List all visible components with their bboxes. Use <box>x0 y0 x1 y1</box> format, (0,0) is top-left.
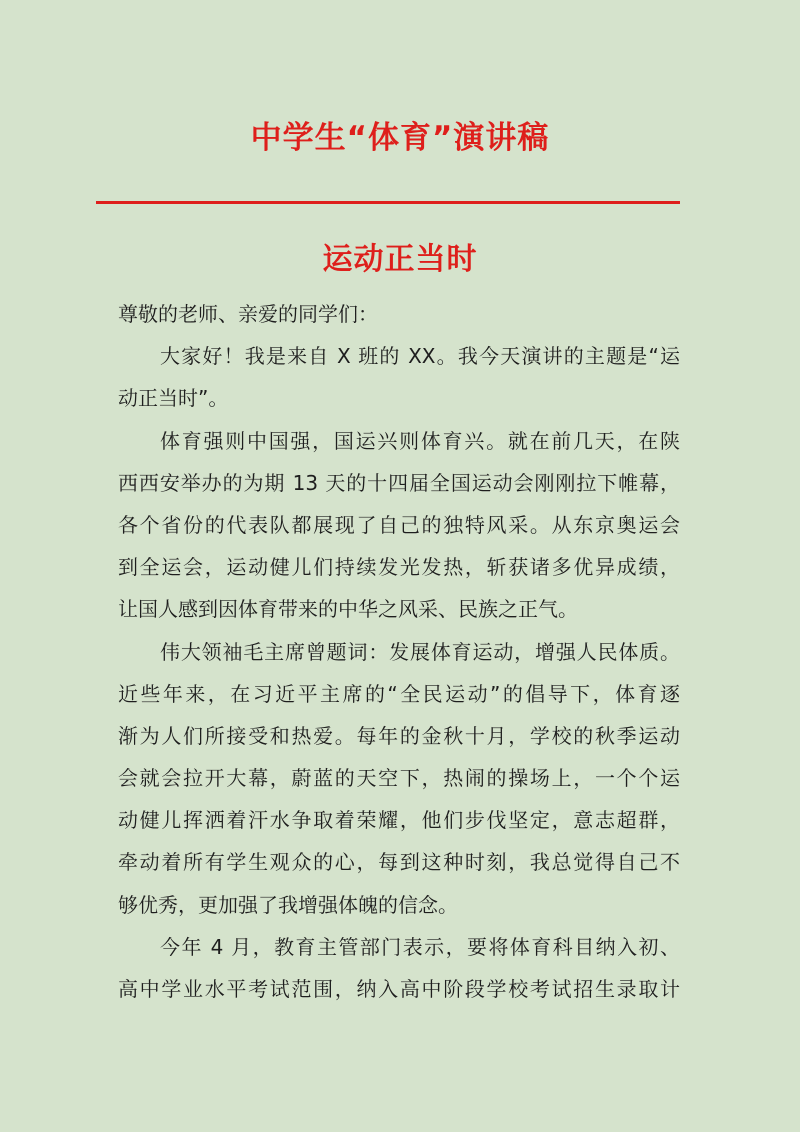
paragraph <box>118 926 680 1010</box>
text-line: 会就会拉开大幕，蔚蓝的天空下，热闹的操场上，一个个运 <box>118 766 680 791</box>
title-divider <box>96 201 680 204</box>
text-line: 够优秀，更加强了我增强体魄的信念。 <box>118 892 458 917</box>
text-line: 大家好！我是来自 X 班的 XX。我今天演讲的主题是“运 <box>160 344 680 369</box>
text-line: 各个省份的代表队都展现了自己的独特风采。从东京奥运会 <box>118 512 680 537</box>
paragraph <box>118 631 680 926</box>
document-title: 中学生“体育”演讲稿 <box>250 120 550 156</box>
text-line: 牵动着所有学生观众的心，每到这种时刻，我总觉得自己不 <box>118 850 680 875</box>
text-line: 高中学业水平考试范围，纳入高中阶段学校考试招生录取计 <box>118 977 680 1001</box>
text-line: 动正当时”。 <box>118 386 229 411</box>
text-line: 动健儿挥洒着汗水争取着荣耀，他们步伐坚定，意志超群， <box>118 808 680 833</box>
text-line: 近些年来，在习近平主席的“全民运动”的倡导下，体育逐 <box>118 681 680 706</box>
speech-subtitle: 运动正当时 <box>322 242 478 277</box>
paragraph <box>118 335 680 419</box>
text-line: 体育强则中国强，国运兴则体育兴。就在前几天，在陕 <box>160 428 680 453</box>
greeting: 尊敬的老师、亲爱的同学们： <box>118 302 378 326</box>
text-line: 西西安举办的为期 13 天的十四届全国运动会刚刚拉下帷幕， <box>118 470 680 495</box>
text-line: 今年 4 月，教育主管部门表示，要将体育科目纳入初、 <box>160 934 680 959</box>
text-line: 到全运会，运动健儿们持续发光发热，斩获诸多优异成绩， <box>118 555 680 580</box>
paragraph <box>118 420 680 631</box>
text-line: 伟大领袖毛主席曾题词：发展体育运动，增强人民体质。 <box>160 639 680 664</box>
speech-body <box>118 293 680 1010</box>
text-line: 让国人感到因体育带来的中华之风采、民族之正气。 <box>118 597 578 622</box>
text-line: 渐为人们所接受和热爱。每年的金秋十月，学校的秋季运动 <box>118 723 680 748</box>
